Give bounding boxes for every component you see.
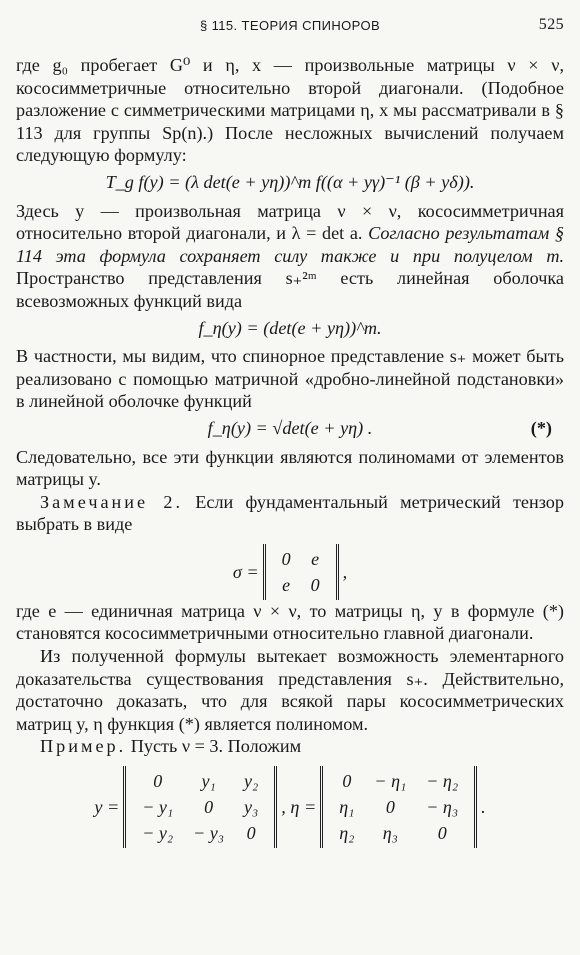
y-matrix-cell: − y₂ (142, 823, 174, 844)
sigma-matrix-cell: e (282, 574, 291, 595)
y-matrix-cell: 0 (204, 797, 214, 818)
y-matrix (123, 766, 277, 848)
eta-matrix-cell: η₃ (382, 823, 398, 844)
eta-tail: . (481, 796, 486, 817)
eta-matrix-row (329, 794, 468, 820)
y-matrix-cell: 0 (153, 771, 163, 792)
page-number: 525 (538, 16, 564, 33)
y-lhs: y = (94, 796, 120, 817)
book-page (16, 14, 564, 848)
eta-matrix-cell: 0 (385, 797, 395, 818)
paragraph-6: где e — единичная матрица ν × ν, то матрицы η, y в формуле (*) становятся кососимметричными относительно главной диагонали. (16, 600, 564, 644)
sigma-matrix-cell: 0 (281, 548, 291, 569)
y-matrix-row (132, 794, 268, 820)
paragraph-example (16, 735, 564, 758)
formula-matrices (16, 766, 564, 848)
eta-matrix-row (329, 820, 468, 846)
sigma-matrix-row (272, 572, 330, 598)
eta-matrix-cell: η₂ (339, 823, 355, 844)
eta-matrix (320, 766, 477, 848)
y-matrix-cell: y₂ (244, 771, 259, 792)
paragraph-remark (16, 491, 564, 536)
section-title: § 115. ТЕОРИЯ СПИНОРОВ (199, 18, 381, 33)
sigma-matrix-cell: 0 (310, 574, 320, 595)
eta-lhs: , η = (281, 796, 317, 817)
y-matrix-cell: y₁ (201, 771, 216, 792)
remark-heading: Замечание 2. (40, 491, 183, 512)
example-text: Пусть ν = 3. Положим (126, 736, 302, 757)
paragraph-2-italic: Согласно результатам § 114 эта формула сохраняет силу также и при полуцелом m. (16, 223, 564, 266)
paragraph-2 (16, 200, 564, 313)
y-matrix-cell: − y₁ (142, 797, 174, 818)
formula-function: f_η(y) = (det(e + yη))^m. (198, 317, 382, 338)
formula-transform: T_g f(y) = (λ det(e + yη))^m f((α + yγ)⁻¹ (β + yδ)). (105, 171, 475, 192)
y-matrix-cell: 0 (246, 823, 256, 844)
paragraph-4: Следовательно, все эти функции являются полиномами от элементов матрицы y. (16, 446, 564, 490)
formula-sigma (16, 544, 564, 600)
paragraph-2-text-c: Пространство представления s₊²ᵐ есть линейная оболочка всевозможных функций вида (16, 268, 564, 311)
page-body (16, 54, 564, 848)
remark-text: Если фундаментальный метрический тензор выбрать в виде (16, 491, 564, 535)
eta-matrix-cell: − η₂ (426, 771, 459, 792)
y-matrix-cell: − y₃ (193, 823, 225, 844)
sigma-matrix (263, 544, 339, 600)
paragraph-1: где g₀ пробегает G⁰ и η, x — произвольные матрицы ν × ν, кососимметричные относительно второй диагонали. (Подобное разложение с симметрическими матрицами η, x мы рассматривали в § 113 для группы Sp(n).) После несложных вычислений получаем следующую формулу: (16, 55, 564, 166)
eta-matrix-cell: − η₃ (426, 797, 459, 818)
sigma-matrix-cell: e (311, 548, 320, 569)
formula-spinor (16, 417, 564, 440)
formula-tag: (*) (530, 417, 552, 438)
paragraph-2-text-a: Здесь y — произвольная матрица ν × ν, кососимметричная относительно второй диагонали, и λ = det a. (16, 200, 564, 244)
sigma-matrix-row (272, 546, 330, 572)
sigma-tail: , (342, 561, 348, 582)
eta-matrix-row (329, 768, 468, 794)
eta-matrix-cell: η₁ (339, 797, 355, 818)
sigma-lhs: σ = (232, 561, 259, 582)
paragraph-7: Из полученной формулы вытекает возможность элементарного доказательства существования представления s₊. Действительно, достаточно доказать, что для всякой пары кососимметрических матриц y, η функция (*) является полиномом. (16, 646, 564, 734)
y-matrix-row (132, 768, 268, 794)
example-heading: Пример. (40, 736, 127, 757)
eta-matrix-cell: − η₁ (374, 771, 407, 792)
running-header (16, 14, 564, 42)
y-matrix-cell: y₃ (244, 797, 259, 818)
paragraph-3: В частности, мы видим, что спинорное представление s₊ может быть реализовано с помощью матричной «дробно-линейной подстановки» в линейной оболочке функций (16, 346, 564, 412)
eta-matrix-cell: 0 (342, 771, 352, 792)
y-matrix-row (132, 820, 268, 846)
eta-matrix-cell: 0 (437, 823, 447, 844)
formula-spinor-body: f_η(y) = √det(e + yη) . (207, 417, 373, 438)
